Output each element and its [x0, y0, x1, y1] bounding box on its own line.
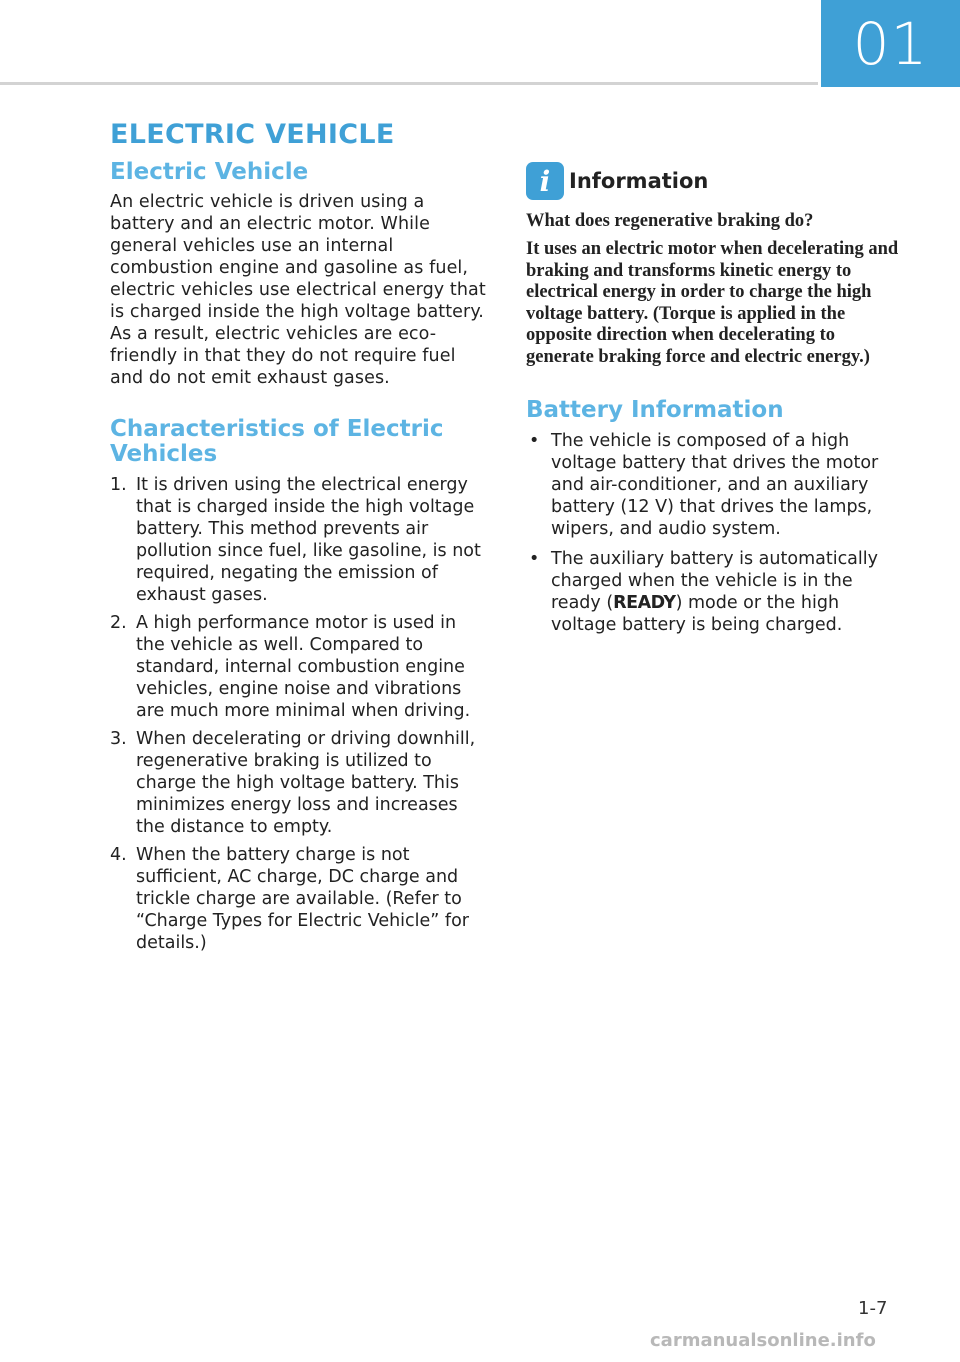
list-item-text-before: The auxiliary battery is automatically charged when the vehicle is in the ready (: [551, 549, 878, 613]
electric-vehicle-heading: Electric Vehicle: [110, 159, 309, 185]
list-item-text: When the battery charge is not sufficient, AC charge, DC charge and trickle charge are available. (Refer to “Charge Types for Electric Vehicle” for details.): [136, 845, 469, 953]
information-question: What does regenerative braking do?: [526, 211, 814, 231]
list-item: [526, 430, 906, 540]
characteristics-heading: Characteristics of Electric Vehicles: [110, 416, 444, 467]
electric-vehicle-body: An electric vehicle is driven using a battery and an electric motor. While general vehicles use an internal combustion engine and gasoline as fuel, electric vehicles use electrical energy that is charged inside the high voltage battery. As a result, electric vehicles are eco-friendly in that they do not require fuel and do not emit exhaust gases.: [110, 192, 486, 388]
list-item-number: 4.: [110, 845, 127, 865]
battery-information-list: [526, 430, 906, 636]
list-item-number: 1.: [110, 475, 127, 495]
header-rule: [0, 82, 818, 85]
left-column: [110, 160, 490, 960]
ready-indicator-icon: READY: [613, 593, 676, 613]
section-title: ELECTRIC VEHICLE: [110, 119, 395, 150]
page-number: 1-7: [858, 1298, 888, 1319]
list-item-text-after: ) mode or the high voltage battery is being charged.: [551, 593, 843, 635]
list-item-text: The vehicle is composed of a high voltage battery that drives the motor and air-conditioner, and an auxiliary battery (12 V) that drives the lamps, wipers, and audio system.: [551, 431, 879, 539]
bullet-icon: •: [529, 431, 540, 451]
information-header: [526, 160, 906, 202]
right-column: [526, 160, 906, 644]
list-item-number: 3.: [110, 729, 127, 749]
list-item: [110, 612, 490, 722]
list-item-text: When decelerating or driving downhill, regenerative braking is utilized to charge the high voltage battery. This minimizes energy loss and increases the distance to empty.: [136, 729, 476, 837]
list-item-text: It is driven using the electrical energy that is charged inside the high voltage battery. This method prevents air pollution since fuel, like gasoline, is not required, negating the emission of exhaust gases.: [136, 475, 481, 605]
bullet-icon: •: [529, 549, 540, 569]
list-item: [110, 844, 490, 954]
list-item-text: A high performance motor is used in the vehicle as well. Compared to standard, internal combustion engine vehicles, engine noise and vibrations are much more minimal when driving.: [136, 613, 471, 721]
list-item: [526, 548, 906, 636]
characteristics-list: [110, 474, 490, 954]
list-item: [110, 474, 490, 606]
battery-information-heading: Battery Information: [526, 397, 784, 423]
list-item: [110, 728, 490, 838]
chapter-number-tab: 01: [821, 0, 960, 87]
list-item-number: 2.: [110, 613, 127, 633]
information-title: Information: [569, 169, 709, 193]
information-answer: It uses an electric motor when decelerating and braking and transforms kinetic energy to electrical energy in order to charge the high voltage battery. (Torque is applied in the opposite direction when decelerating to generate braking force and electric energy.): [526, 239, 899, 367]
information-icon: i: [526, 162, 564, 200]
watermark: carmanualsonline.info: [650, 1330, 876, 1351]
